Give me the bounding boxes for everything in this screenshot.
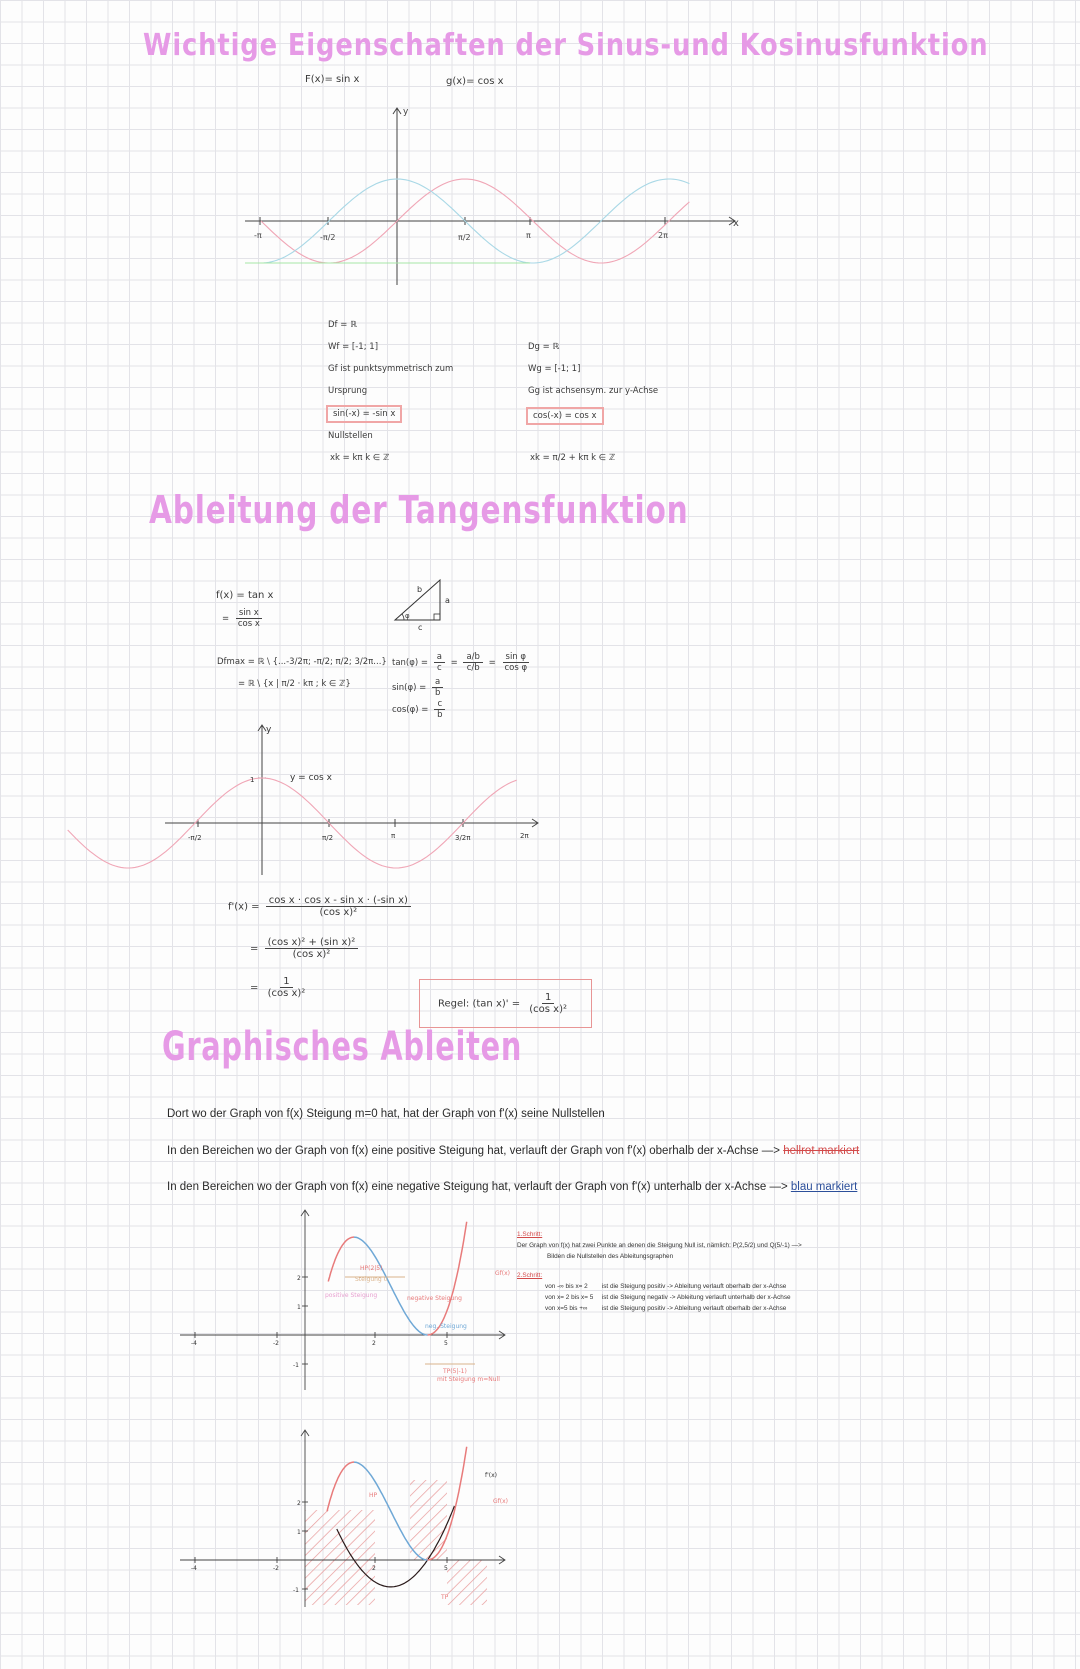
cos-graph-y-tick: 1: [250, 776, 255, 784]
cos-domain: Dg = ℝ: [528, 342, 560, 352]
g2-tp: TP: [441, 1594, 449, 1601]
cos-tick-neg-half-pi: -π/2: [188, 834, 202, 842]
g1-curve-neg: [354, 1237, 428, 1335]
g1-ytick-1: 1: [297, 1304, 301, 1311]
triangle-adj: c: [418, 623, 423, 632]
cos-tick-half-pi: π/2: [322, 834, 334, 842]
tick-half-pi: π/2: [458, 233, 471, 242]
g1-curve-label: Gf(x): [495, 1270, 510, 1277]
tan-definition: f(x) = tan x: [216, 590, 274, 601]
cos-tick-pi: π: [391, 832, 396, 840]
tan-domain-2: = ℝ \ {x | π/2 · kπ ; k ∈ ℤ}: [238, 679, 351, 689]
cos-symmetry: Gg ist achsensym. zur y-Achse: [528, 386, 659, 396]
cos-zeros: xk = π/2 + kπ k ∈ ℤ: [530, 453, 616, 463]
g2-xtick-neg4: -4: [191, 1565, 197, 1572]
derivative-graph-1: [175, 1205, 515, 1395]
heading-sin-cos: Wichtige Eigenschaften der Sinus-und Kosinusfunktion: [143, 28, 989, 63]
g1-ann-tp-slope: mit Steigung m=Null: [437, 1376, 500, 1383]
step1-title: 1.Schritt:: [517, 1231, 543, 1238]
derivative-line-3: = $\frac{1}{\text{(cos x)²}}$: [250, 976, 306, 999]
g2-ytick-2: 2: [297, 1500, 301, 1507]
g1-curve-pos2: [428, 1222, 467, 1335]
cos-ratio: cos(φ) = $\frac{c}{b}$: [392, 699, 448, 720]
g1-xtick-neg2: -2: [273, 1340, 279, 1347]
cos-graph-y-label: y: [266, 725, 272, 735]
x-axis-label: x: [733, 218, 739, 229]
tick-2pi: 2π: [658, 231, 668, 240]
triangle-angle: φ: [405, 612, 410, 620]
rule-text-2: In den Bereichen wo der Graph von f(x) eine positive Steigung hat, verlauft der Graph von f'(x) oberhalb der x-Achse —> hellrot markiert: [167, 1145, 860, 1157]
cos-range: Wg = [-1; 1]: [528, 364, 581, 374]
cos-tick-3-half-pi: 3/2π: [455, 834, 471, 842]
g2-ytick-1: 1: [297, 1529, 301, 1536]
rule-text-1: Dort wo der Graph von f(x) Steigung m=0 hat, hat der Graph von f'(x) seine Nullstellen: [167, 1108, 605, 1120]
tick-pi: π: [526, 231, 531, 240]
step1-text2: Bilden die Nullstellen des Ableitungsgraphen: [547, 1253, 674, 1260]
sin-domain: Df = ℝ: [328, 320, 357, 330]
g1-xtick-2: 2: [372, 1340, 376, 1347]
sin-cos-graph: [240, 100, 750, 290]
sin-symmetry-1: Gf ist punktsymmetrisch zum: [328, 364, 454, 374]
sin-cos-axes: [245, 108, 735, 285]
cos-tick-2pi: 2π: [520, 832, 529, 840]
g1-ann-neg-region: neg. Steigung: [425, 1323, 467, 1330]
cos-graph: [160, 720, 540, 880]
step2-row-3: von x=5 bis +∞ ist die Steigung positiv -> Ableitung verlauft oberhalb der x-Achse: [545, 1305, 787, 1312]
derivative-graph-2: [175, 1425, 515, 1610]
g-label: g(x)= cos x: [446, 76, 504, 87]
heading-graphical: Graphisches Ableiten: [162, 1024, 523, 1070]
derivative-line-2: = $\frac{\text{(cos x)² + (sin x)²}}{\text{(cos x)²}}$: [250, 937, 361, 960]
right-triangle: [390, 575, 470, 635]
step2-row-1: von -∞ bis x= 2 ist die Steigung positiv -> Ableitung verlauft oberhalb der x-Achse: [545, 1283, 787, 1290]
derivative-line-1: f'(x) = $\frac{\text{cos x · cos x - sin x · (-sin x)}}{\text{(cos x)²}}$: [228, 895, 414, 918]
g1-curve-pos: [328, 1237, 354, 1281]
g1-ann-tp: TP(5|-1): [443, 1368, 467, 1375]
tick-neg-half-pi: -π/2: [320, 233, 336, 242]
g1-ytick-neg1: -1: [293, 1362, 299, 1369]
tan-domain-1: Dfmax = ℝ \ {...-3/2π; -π/2; π/2; 3/2π...}: [217, 657, 387, 667]
tan-ratio: tan(φ) = $\frac{a}{c}$ = $\frac{a/b}{c/b}$ = $\frac{\text{sin φ}}{\text{cos φ}}$: [392, 652, 528, 673]
g2-f-curve-pos: [327, 1462, 354, 1511]
sin-zeros-title: Nullstellen: [328, 431, 373, 441]
g1-ann-hp: HP(2|5): [360, 1265, 383, 1272]
y-axis-label: y: [403, 107, 409, 117]
g1-ytick-2: 2: [297, 1275, 301, 1282]
step-notes: [517, 1229, 802, 1314]
g2-fprime-label: f'(x): [485, 1472, 497, 1479]
g2-xtick-neg2: -2: [273, 1565, 279, 1572]
g1-ann-neg: negative Steigung: [407, 1295, 462, 1302]
cos-graph-label: y = cos x: [290, 773, 332, 783]
g2-xtick-2: 2: [372, 1565, 376, 1572]
step1-text1: Der Graph von f(x) hat zwei Punkte an denen die Steigung Null ist, nämlich: P(2,5/2) und Q(5/-1) —>: [517, 1242, 802, 1249]
g1-xtick-neg4: -4: [191, 1340, 197, 1347]
mark-blue: blau markiert: [790, 1181, 858, 1193]
g2-f-label: Gf(x): [493, 1498, 508, 1505]
g1-xtick-5: 5: [444, 1340, 448, 1347]
g2-hatch-left: [305, 1510, 375, 1605]
f-label: F(x)= sin x: [305, 74, 360, 85]
sin-range: Wf = [-1; 1]: [328, 342, 379, 352]
mark-red: hellrot markiert: [783, 1145, 860, 1157]
g2-hatch-right: [447, 1560, 487, 1605]
tan-quotient: = $\frac{\text{sin x}}{\text{cos x}}$: [222, 608, 260, 629]
triangle-opp: a: [445, 596, 450, 605]
step2-title: 2.Schritt:: [517, 1272, 543, 1279]
sin-ratio: sin(φ) = $\frac{a}{b}$: [392, 677, 446, 698]
triangle-hyp: b: [417, 585, 423, 594]
sin-zeros: xk = kπ k ∈ ℤ: [330, 453, 390, 463]
g1-ann-pos: positive Steigung: [325, 1292, 378, 1299]
g2-ytick-neg1: -1: [293, 1587, 299, 1594]
sin-identity-box: sin(-x) = -sin x: [326, 405, 402, 423]
g2-hp: HP: [369, 1492, 378, 1499]
g1-ann-hp-slope: Steigung 0: [355, 1276, 388, 1283]
g2-xtick-5: 5: [444, 1565, 448, 1572]
sin-symmetry-2: Ursprung: [328, 386, 368, 396]
cos-identity-box: cos(-x) = cos x: [526, 407, 604, 425]
heading-tangent: Ableitung der Tangensfunktion: [149, 488, 689, 532]
step2-row-2: von x= 2 bis x= 5 ist die Steigung negativ -> Ableitung verlauft unterhalb der x-Achse: [545, 1294, 791, 1301]
rule-box: Regel: (tan x)' = $\frac{1}{\text{(cos x)²}}$: [419, 979, 592, 1028]
tick-neg-pi: -π: [254, 231, 262, 240]
rule-text-3: In den Bereichen wo der Graph von f(x) eine negative Steigung hat, verlauft der Graph von f'(x) unterhalb der x-Achse —> blau markiert: [167, 1181, 858, 1193]
